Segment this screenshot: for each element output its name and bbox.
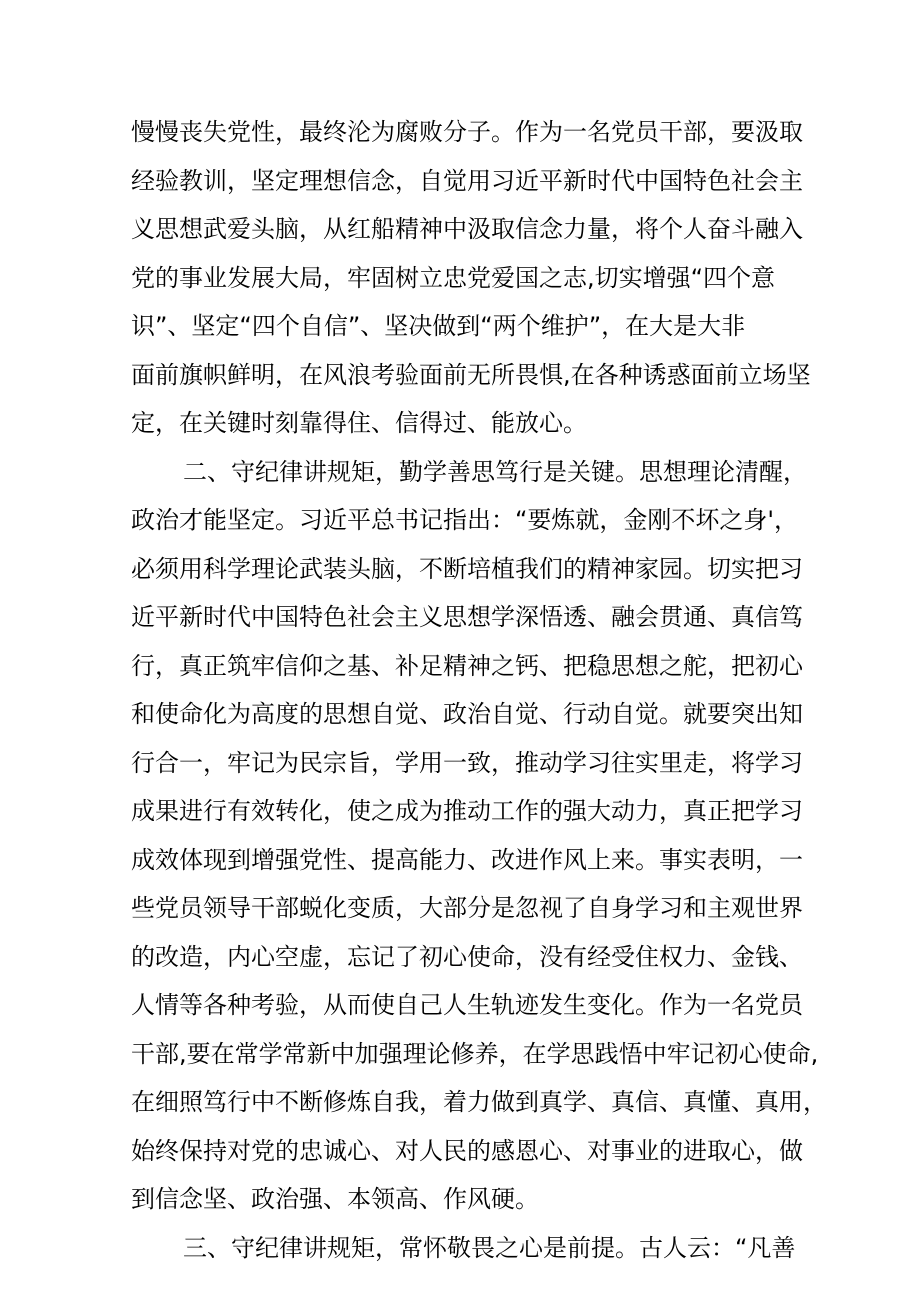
text-line: 识”、坚定“四个自信”、坚决做到“两个维护”，在大是大非 (131, 312, 746, 340)
paragraph-first-line: 三、守纪律讲规矩，常怀敬畏之心是前提。古人云：“凡善 (183, 1233, 796, 1262)
text-line: 些党员领导干部蜕化变质，大部分是忽视了自身学习和主观世界 (131, 894, 803, 922)
text-line: 干部,要在常学常新中加强理论修养，在学思践悟中牢记初心使命, (131, 1039, 819, 1068)
text-line: 面前旗帜鲜明，在风浪考验面前无所畏惧,在各种诱惑面前立场坚 (131, 360, 811, 389)
text-line: 在细照笃行中不断修炼自我，着力做到真学、真信、真懂、真用， (131, 1088, 827, 1116)
text-line: 必须用科学理论武装头脑，不断培植我们的精神家园。切实把习 (131, 554, 803, 583)
text-line: 党的事业发展大局，牢固树立忠党爱国之志,切实增强“四个意 (131, 263, 776, 292)
text-line: 的改造，内心空虚，忘记了初心使命，没有经受住权力、金钱、 (131, 942, 803, 971)
text-line: 慢慢丧失党性，最终沦为腐败分子。作为一名党员干部，要汲取 (131, 118, 803, 146)
paragraph-first-line: 二、守纪律讲规矩，勤学善思笃行是关键。思想理论清醒， (183, 457, 807, 486)
text-line: 定，在关键时刻靠得住、信得过、能放心。 (131, 409, 587, 437)
body-text (131, 108, 827, 1272)
text-line: 政治才能坚定。习近平总书记指出：“要炼就，金刚不坏之身'， (131, 506, 799, 534)
text-line: 成果进行有效转化，使之成为推动工作的强大动力，真正把学习 (131, 797, 803, 825)
text-line: 义思想武爱头脑，从红船精神中汲取信念力量，将个人奋斗融入 (131, 215, 803, 243)
text-line: 行，真正筑牢信仰之基、补足精神之钙、把稳思想之舵，把初心 (131, 651, 803, 680)
text-line: 近平新时代中国特色社会主义思想学深悟透、融会贯通、真信笃 (131, 603, 803, 631)
text-line: 行合一，牢记为民宗旨，学用一致，推动学习往实里走，将学习 (131, 748, 803, 777)
text-line: 成效体现到增强党性、提高能力、改进作风上来。事实表明，一 (131, 845, 803, 874)
text-line: 和使命化为高度的思想自觉、政治自觉、行动自觉。就要突出知 (131, 700, 803, 728)
text-line: 始终保持对党的忠诚心、对人民的感恩心、对事业的进取心，做 (131, 1136, 803, 1165)
text-line: 经验教训，坚定理想信念，自觉用习近平新时代中国特色社会主 (131, 166, 803, 195)
text-line: 到信念坚、政治强、本领高、作风硬。 (131, 1185, 539, 1213)
text-line: 人情等各种考验，从而使自己人生轨迹发生变化。作为一名党员 (131, 991, 803, 1019)
